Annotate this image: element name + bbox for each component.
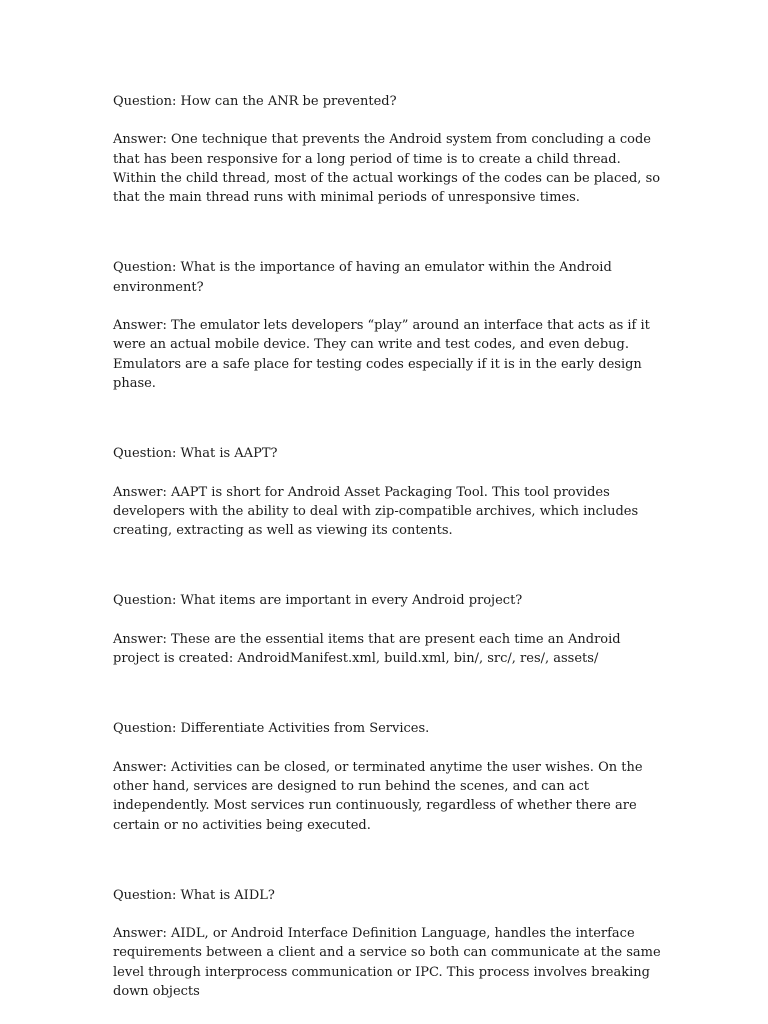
question-text: Question: What is AAPT? (113, 446, 278, 462)
answer-text: Answer: Activities can be closed, or terminated anytime the user wishes. On the other hand, services are designed to run behind the scenes, and can act independently. Most services run continuously, regardless of whether there are certain or no activities being executed. (113, 759, 643, 833)
question-text: Question: What is AIDL? (113, 887, 275, 903)
answer-text: Answer: These are the essential items that are present each time an Android project is created: AndroidManifest.xml, build.xml, bin/, src/, res/, assets/ (113, 631, 621, 667)
qa-item (113, 719, 661, 834)
question-text: Question: Differentiate Activities from Services. (113, 721, 430, 737)
qa-item (113, 886, 661, 1001)
question-text: Question: How can the ANR be prevented? (113, 94, 397, 109)
document-page (113, 92, 661, 1001)
qa-item (113, 591, 661, 668)
question-text: Question: What items are important in every Android project? (113, 593, 523, 609)
qa-item (113, 92, 661, 207)
answer-text: Answer: AIDL, or Android Interface Definition Language, handles the interface requirements between a client and a service so both can communicate at the same level through interprocess communication or IPC. This process involves breaking down objects (113, 926, 661, 1000)
answer-text: Answer: AAPT is short for Android Asset Packaging Tool. This tool provides developers with the ability to deal with zip-compatible archives, which includes creating, extracting as well as viewing its contents. (113, 484, 639, 539)
answer-text: Answer: One technique that prevents the Android system from concluding a code that has been responsive for a long period of time is to create a child thread. Within the child thread, most of the actual workings of the codes can be placed, so that the main thread runs with minimal periods of unresponsive times. (113, 132, 661, 206)
answer-text: Answer: The emulator lets developers “play” around an interface that acts as if it were an actual mobile device. They can write and test codes, and even debug. Emulators are a safe place for testing codes especially if it is in the early design phase. (113, 318, 650, 391)
qa-item (113, 258, 661, 393)
question-text: Question: What is the importance of having an emulator within the Android environment? (113, 260, 612, 295)
qa-item (113, 444, 661, 540)
